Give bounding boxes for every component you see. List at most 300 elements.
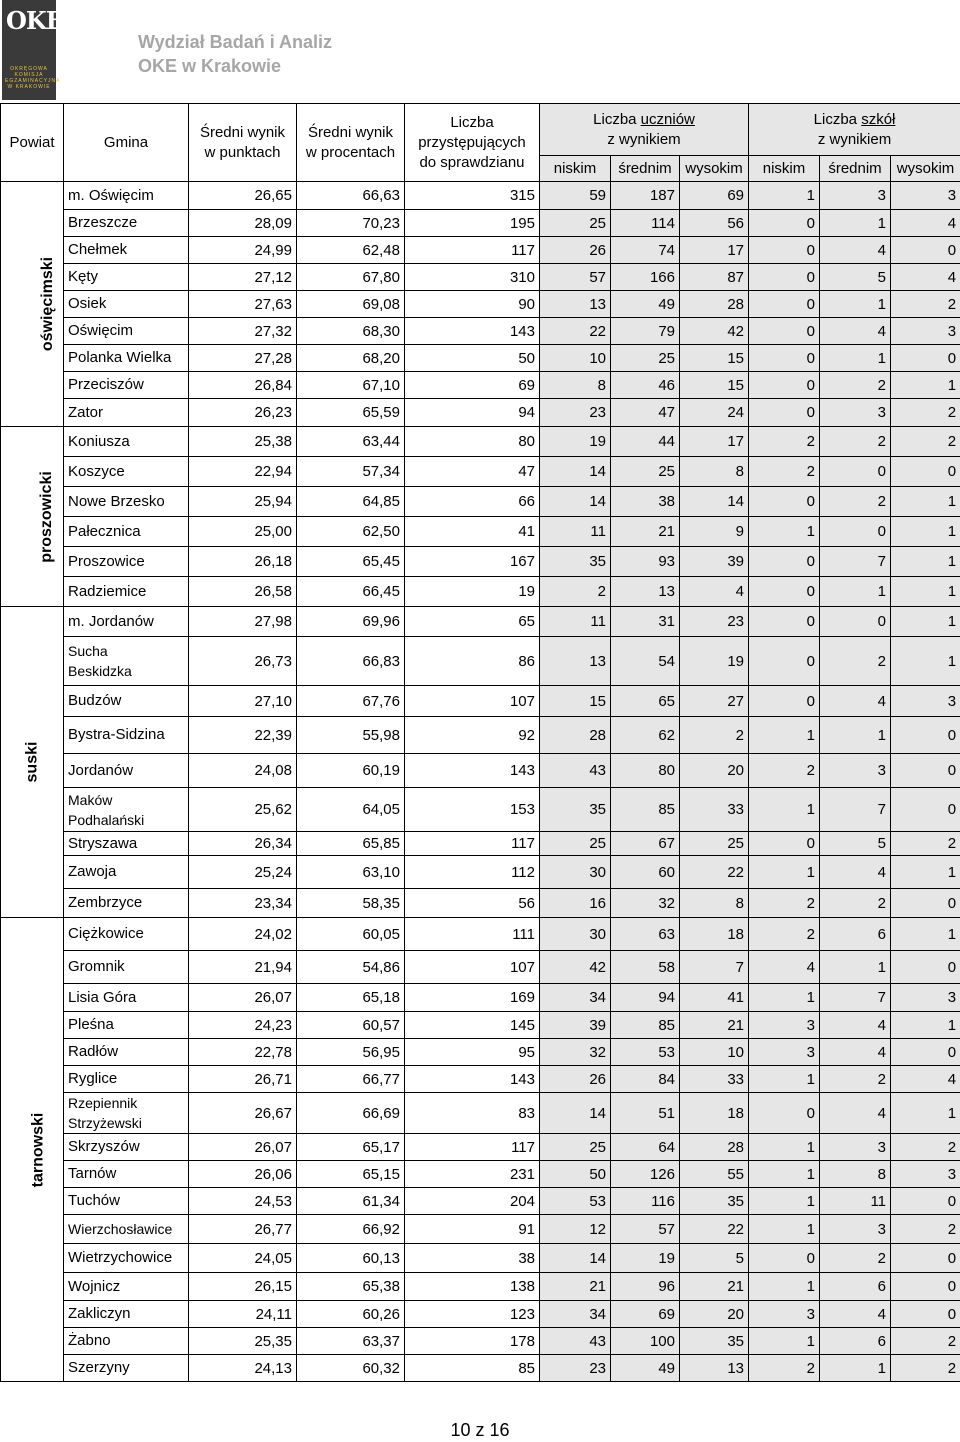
powiat-label: proszowicki bbox=[37, 470, 55, 563]
schools-mid-cell: 1 bbox=[820, 1355, 891, 1382]
avg-points-cell: 26,07 bbox=[189, 984, 297, 1012]
schools-high-cell: 0 bbox=[891, 457, 960, 487]
gmina-cell: Zawoja bbox=[64, 856, 189, 889]
students-mid-cell: 96 bbox=[611, 1273, 680, 1301]
schools-low-cell: 3 bbox=[749, 1039, 820, 1066]
schools-mid-cell: 3 bbox=[820, 1134, 891, 1161]
participants-cell: 38 bbox=[405, 1244, 540, 1273]
schools-mid-cell: 5 bbox=[820, 264, 891, 291]
schools-low-cell: 1 bbox=[749, 182, 820, 210]
students-mid-cell: 32 bbox=[611, 889, 680, 918]
gmina-cell: Przeciszów bbox=[64, 372, 189, 399]
avg-points-cell: 26,73 bbox=[189, 637, 297, 686]
schools-high-cell: 3 bbox=[891, 984, 960, 1012]
students-mid-cell: 53 bbox=[611, 1039, 680, 1066]
students-mid-cell: 63 bbox=[611, 918, 680, 951]
schools-low-cell: 0 bbox=[749, 237, 820, 264]
table-row bbox=[1, 686, 960, 717]
schools-mid-cell: 2 bbox=[820, 1244, 891, 1273]
institution-name bbox=[138, 30, 332, 78]
avg-points-cell: 23,34 bbox=[189, 889, 297, 918]
avg-percent-cell: 55,98 bbox=[297, 717, 405, 754]
avg-points-cell: 25,62 bbox=[189, 788, 297, 832]
students-mid-cell: 62 bbox=[611, 717, 680, 754]
table-row bbox=[1, 1244, 960, 1273]
schools-mid-cell: 4 bbox=[820, 318, 891, 345]
avg-points-cell: 24,08 bbox=[189, 754, 297, 788]
schools-high-cell: 3 bbox=[891, 686, 960, 717]
students-mid-cell: 21 bbox=[611, 517, 680, 547]
avg-percent-cell: 61,34 bbox=[297, 1188, 405, 1215]
students-high-cell: 25 bbox=[680, 832, 749, 856]
schools-low-cell: 0 bbox=[749, 264, 820, 291]
table-row bbox=[1, 717, 960, 754]
avg-percent-cell: 66,63 bbox=[297, 182, 405, 210]
schools-mid-cell: 4 bbox=[820, 1093, 891, 1134]
table-row bbox=[1, 264, 960, 291]
schools-low-cell: 0 bbox=[749, 686, 820, 717]
table-row bbox=[1, 1039, 960, 1066]
gmina-cell: Sucha Beskidzka bbox=[64, 637, 189, 686]
students-low-cell: 34 bbox=[540, 1301, 611, 1328]
avg-points-cell: 21,94 bbox=[189, 951, 297, 984]
avg-percent-cell: 54,86 bbox=[297, 951, 405, 984]
schools-high-cell: 0 bbox=[891, 237, 960, 264]
powiat-cell bbox=[1, 918, 64, 1382]
students-mid-cell: 57 bbox=[611, 1215, 680, 1244]
avg-points-cell: 24,11 bbox=[189, 1301, 297, 1328]
avg-percent-cell: 65,85 bbox=[297, 832, 405, 856]
participants-cell: 111 bbox=[405, 918, 540, 951]
gmina-cell: Wietrzychowice bbox=[64, 1244, 189, 1273]
gmina-cell: Nowe Brzesko bbox=[64, 487, 189, 517]
students-mid-cell: 49 bbox=[611, 1355, 680, 1382]
participants-cell: 47 bbox=[405, 457, 540, 487]
students-mid-cell: 114 bbox=[611, 210, 680, 237]
students-mid-cell: 46 bbox=[611, 372, 680, 399]
powiat-cell bbox=[1, 427, 64, 607]
table-row bbox=[1, 427, 960, 457]
schools-low-cell: 2 bbox=[749, 457, 820, 487]
students-high-cell: 19 bbox=[680, 637, 749, 686]
schools-mid-cell: 4 bbox=[820, 1039, 891, 1066]
logo-mark: OKE bbox=[6, 6, 64, 35]
students-high-cell: 87 bbox=[680, 264, 749, 291]
schools-low-cell: 0 bbox=[749, 1244, 820, 1273]
schools-high-cell: 0 bbox=[891, 717, 960, 754]
participants-cell: 86 bbox=[405, 637, 540, 686]
schools-mid-cell: 2 bbox=[820, 1066, 891, 1093]
gmina-cell: Jordanów bbox=[64, 754, 189, 788]
table-row bbox=[1, 210, 960, 237]
schools-low-cell: 1 bbox=[749, 1134, 820, 1161]
students-high-cell: 28 bbox=[680, 1134, 749, 1161]
students-low-cell: 14 bbox=[540, 1093, 611, 1134]
students-low-cell: 19 bbox=[540, 427, 611, 457]
schools-high-cell: 4 bbox=[891, 210, 960, 237]
table-row bbox=[1, 1188, 960, 1215]
schools-low-cell: 2 bbox=[749, 918, 820, 951]
avg-points-cell: 24,99 bbox=[189, 237, 297, 264]
avg-percent-cell: 62,48 bbox=[297, 237, 405, 264]
table-row bbox=[1, 345, 960, 372]
avg-points-cell: 27,10 bbox=[189, 686, 297, 717]
schools-mid-cell: 7 bbox=[820, 547, 891, 577]
schools-high-cell: 0 bbox=[891, 1301, 960, 1328]
students-low-cell: 16 bbox=[540, 889, 611, 918]
students-low-cell: 42 bbox=[540, 951, 611, 984]
col-students-group: Liczba uczniów z wynikiem bbox=[540, 104, 749, 156]
students-high-cell: 33 bbox=[680, 1066, 749, 1093]
students-low-cell: 25 bbox=[540, 1134, 611, 1161]
avg-points-cell: 22,39 bbox=[189, 717, 297, 754]
avg-percent-cell: 68,30 bbox=[297, 318, 405, 345]
schools-mid-cell: 1 bbox=[820, 291, 891, 318]
table-row bbox=[1, 318, 960, 345]
institution-line-1: Wydział Badań i Analiz bbox=[138, 32, 333, 52]
gmina-cell: Radziemice bbox=[64, 577, 189, 607]
avg-percent-cell: 64,05 bbox=[297, 788, 405, 832]
avg-percent-cell: 60,32 bbox=[297, 1355, 405, 1382]
avg-percent-cell: 65,17 bbox=[297, 1134, 405, 1161]
gmina-cell: m. Oświęcim bbox=[64, 182, 189, 210]
avg-percent-cell: 70,23 bbox=[297, 210, 405, 237]
avg-points-cell: 25,38 bbox=[189, 427, 297, 457]
students-high-cell: 18 bbox=[680, 1093, 749, 1134]
col-students-high: wysokim bbox=[680, 156, 749, 182]
avg-points-cell: 25,94 bbox=[189, 487, 297, 517]
schools-mid-cell: 3 bbox=[820, 754, 891, 788]
table-row bbox=[1, 1328, 960, 1355]
participants-cell: 143 bbox=[405, 318, 540, 345]
students-high-cell: 17 bbox=[680, 427, 749, 457]
table-row bbox=[1, 1355, 960, 1382]
schools-high-cell: 1 bbox=[891, 487, 960, 517]
students-high-cell: 15 bbox=[680, 372, 749, 399]
schools-mid-cell: 11 bbox=[820, 1188, 891, 1215]
gmina-cell: Pałecznica bbox=[64, 517, 189, 547]
participants-cell: 123 bbox=[405, 1301, 540, 1328]
participants-cell: 153 bbox=[405, 788, 540, 832]
schools-low-cell: 0 bbox=[749, 637, 820, 686]
avg-points-cell: 26,23 bbox=[189, 399, 297, 427]
schools-mid-cell: 2 bbox=[820, 889, 891, 918]
schools-mid-cell: 3 bbox=[820, 399, 891, 427]
students-high-cell: 5 bbox=[680, 1244, 749, 1273]
students-low-cell: 57 bbox=[540, 264, 611, 291]
students-mid-cell: 79 bbox=[611, 318, 680, 345]
schools-low-cell: 2 bbox=[749, 754, 820, 788]
schools-low-cell: 1 bbox=[749, 788, 820, 832]
students-mid-cell: 54 bbox=[611, 637, 680, 686]
participants-cell: 50 bbox=[405, 345, 540, 372]
students-high-cell: 41 bbox=[680, 984, 749, 1012]
avg-points-cell: 24,02 bbox=[189, 918, 297, 951]
avg-points-cell: 22,94 bbox=[189, 457, 297, 487]
schools-mid-cell: 4 bbox=[820, 686, 891, 717]
col-participants: Liczba przystępujących do sprawdzianu bbox=[405, 104, 540, 182]
schools-low-cell: 2 bbox=[749, 1355, 820, 1382]
students-low-cell: 15 bbox=[540, 686, 611, 717]
table-row bbox=[1, 1093, 960, 1134]
schools-high-cell: 2 bbox=[891, 1355, 960, 1382]
avg-percent-cell: 67,10 bbox=[297, 372, 405, 399]
avg-percent-cell: 58,35 bbox=[297, 889, 405, 918]
avg-percent-cell: 66,83 bbox=[297, 637, 405, 686]
avg-points-cell: 27,28 bbox=[189, 345, 297, 372]
students-high-cell: 42 bbox=[680, 318, 749, 345]
participants-cell: 167 bbox=[405, 547, 540, 577]
students-high-cell: 13 bbox=[680, 1355, 749, 1382]
powiat-label: suski bbox=[22, 741, 40, 783]
table-row bbox=[1, 372, 960, 399]
schools-mid-cell: 3 bbox=[820, 1215, 891, 1244]
schools-high-cell: 1 bbox=[891, 547, 960, 577]
students-high-cell: 18 bbox=[680, 918, 749, 951]
schools-mid-cell: 0 bbox=[820, 607, 891, 637]
students-mid-cell: 47 bbox=[611, 399, 680, 427]
table-row bbox=[1, 291, 960, 318]
avg-points-cell: 25,35 bbox=[189, 1328, 297, 1355]
students-high-cell: 35 bbox=[680, 1328, 749, 1355]
students-high-cell: 21 bbox=[680, 1012, 749, 1039]
students-high-cell: 28 bbox=[680, 291, 749, 318]
avg-points-cell: 27,63 bbox=[189, 291, 297, 318]
students-low-cell: 43 bbox=[540, 1328, 611, 1355]
gmina-cell: Zakliczyn bbox=[64, 1301, 189, 1328]
participants-cell: 66 bbox=[405, 487, 540, 517]
students-high-cell: 27 bbox=[680, 686, 749, 717]
schools-mid-cell: 3 bbox=[820, 182, 891, 210]
schools-high-cell: 0 bbox=[891, 345, 960, 372]
schools-mid-cell: 2 bbox=[820, 637, 891, 686]
schools-low-cell: 1 bbox=[749, 1273, 820, 1301]
gmina-cell: Wojnicz bbox=[64, 1273, 189, 1301]
participants-cell: 80 bbox=[405, 427, 540, 457]
students-high-cell: 39 bbox=[680, 547, 749, 577]
schools-low-cell: 4 bbox=[749, 951, 820, 984]
avg-percent-cell: 57,34 bbox=[297, 457, 405, 487]
schools-high-cell: 1 bbox=[891, 1012, 960, 1039]
students-low-cell: 13 bbox=[540, 637, 611, 686]
table-row bbox=[1, 1161, 960, 1188]
students-mid-cell: 85 bbox=[611, 788, 680, 832]
participants-cell: 107 bbox=[405, 951, 540, 984]
schools-mid-cell: 6 bbox=[820, 1328, 891, 1355]
schools-mid-cell: 4 bbox=[820, 237, 891, 264]
table-row bbox=[1, 1215, 960, 1244]
gmina-cell: Radłów bbox=[64, 1039, 189, 1066]
schools-low-cell: 1 bbox=[749, 984, 820, 1012]
table-row bbox=[1, 1301, 960, 1328]
schools-low-cell: 0 bbox=[749, 291, 820, 318]
avg-percent-cell: 63,10 bbox=[297, 856, 405, 889]
schools-low-cell: 0 bbox=[749, 318, 820, 345]
table-row bbox=[1, 399, 960, 427]
participants-cell: 19 bbox=[405, 577, 540, 607]
gmina-cell: Rzepiennik Strzyżewski bbox=[64, 1093, 189, 1134]
gmina-cell: Stryszawa bbox=[64, 832, 189, 856]
students-mid-cell: 25 bbox=[611, 345, 680, 372]
table-row bbox=[1, 754, 960, 788]
avg-percent-cell: 60,57 bbox=[297, 1012, 405, 1039]
schools-mid-cell: 0 bbox=[820, 517, 891, 547]
participants-cell: 143 bbox=[405, 754, 540, 788]
schools-low-cell: 3 bbox=[749, 1012, 820, 1039]
students-high-cell: 24 bbox=[680, 399, 749, 427]
students-low-cell: 50 bbox=[540, 1161, 611, 1188]
participants-cell: 92 bbox=[405, 717, 540, 754]
table-row bbox=[1, 457, 960, 487]
schools-low-cell: 1 bbox=[749, 1188, 820, 1215]
schools-mid-cell: 5 bbox=[820, 832, 891, 856]
schools-mid-cell: 4 bbox=[820, 1012, 891, 1039]
students-high-cell: 33 bbox=[680, 788, 749, 832]
avg-percent-cell: 65,59 bbox=[297, 399, 405, 427]
gmina-cell: Osiek bbox=[64, 291, 189, 318]
students-low-cell: 53 bbox=[540, 1188, 611, 1215]
schools-mid-cell: 8 bbox=[820, 1161, 891, 1188]
schools-high-cell: 0 bbox=[891, 788, 960, 832]
participants-cell: 41 bbox=[405, 517, 540, 547]
schools-mid-cell: 1 bbox=[820, 345, 891, 372]
schools-low-cell: 0 bbox=[749, 210, 820, 237]
avg-percent-cell: 68,20 bbox=[297, 345, 405, 372]
gmina-cell: Proszowice bbox=[64, 547, 189, 577]
participants-cell: 94 bbox=[405, 399, 540, 427]
avg-points-cell: 24,23 bbox=[189, 1012, 297, 1039]
avg-points-cell: 26,18 bbox=[189, 547, 297, 577]
schools-mid-cell: 6 bbox=[820, 918, 891, 951]
avg-percent-cell: 60,05 bbox=[297, 918, 405, 951]
avg-percent-cell: 67,80 bbox=[297, 264, 405, 291]
participants-cell: 117 bbox=[405, 237, 540, 264]
students-mid-cell: 166 bbox=[611, 264, 680, 291]
gmina-cell: Szerzyny bbox=[64, 1355, 189, 1382]
students-low-cell: 25 bbox=[540, 210, 611, 237]
schools-high-cell: 2 bbox=[891, 291, 960, 318]
schools-high-cell: 4 bbox=[891, 264, 960, 291]
students-high-cell: 2 bbox=[680, 717, 749, 754]
students-mid-cell: 116 bbox=[611, 1188, 680, 1215]
schools-low-cell: 0 bbox=[749, 345, 820, 372]
gmina-cell: Tuchów bbox=[64, 1188, 189, 1215]
table-row bbox=[1, 1273, 960, 1301]
col-schools-low: niskim bbox=[749, 156, 820, 182]
avg-points-cell: 27,32 bbox=[189, 318, 297, 345]
students-low-cell: 23 bbox=[540, 399, 611, 427]
students-low-cell: 8 bbox=[540, 372, 611, 399]
schools-low-cell: 0 bbox=[749, 487, 820, 517]
gmina-cell: Maków Podhalański bbox=[64, 788, 189, 832]
table-row bbox=[1, 547, 960, 577]
gmina-cell: Tarnów bbox=[64, 1161, 189, 1188]
participants-cell: 178 bbox=[405, 1328, 540, 1355]
participants-cell: 138 bbox=[405, 1273, 540, 1301]
avg-percent-cell: 67,76 bbox=[297, 686, 405, 717]
avg-percent-cell: 69,96 bbox=[297, 607, 405, 637]
avg-percent-cell: 60,13 bbox=[297, 1244, 405, 1273]
gmina-cell: Koniusza bbox=[64, 427, 189, 457]
students-mid-cell: 25 bbox=[611, 457, 680, 487]
avg-percent-cell: 60,19 bbox=[297, 754, 405, 788]
students-mid-cell: 60 bbox=[611, 856, 680, 889]
students-mid-cell: 100 bbox=[611, 1328, 680, 1355]
avg-percent-cell: 65,45 bbox=[297, 547, 405, 577]
schools-low-cell: 0 bbox=[749, 577, 820, 607]
schools-high-cell: 0 bbox=[891, 754, 960, 788]
table-row bbox=[1, 951, 960, 984]
gmina-cell: Wierzchosławice bbox=[64, 1215, 189, 1244]
students-low-cell: 12 bbox=[540, 1215, 611, 1244]
schools-mid-cell: 1 bbox=[820, 951, 891, 984]
students-mid-cell: 13 bbox=[611, 577, 680, 607]
students-low-cell: 13 bbox=[540, 291, 611, 318]
schools-mid-cell: 2 bbox=[820, 487, 891, 517]
students-mid-cell: 187 bbox=[611, 182, 680, 210]
students-mid-cell: 80 bbox=[611, 754, 680, 788]
schools-low-cell: 0 bbox=[749, 399, 820, 427]
schools-high-cell: 2 bbox=[891, 1328, 960, 1355]
participants-cell: 231 bbox=[405, 1161, 540, 1188]
students-high-cell: 35 bbox=[680, 1188, 749, 1215]
students-high-cell: 10 bbox=[680, 1039, 749, 1066]
schools-low-cell: 1 bbox=[749, 1215, 820, 1244]
table-row bbox=[1, 607, 960, 637]
students-mid-cell: 85 bbox=[611, 1012, 680, 1039]
gmina-cell: Lisia Góra bbox=[64, 984, 189, 1012]
powiat-cell bbox=[1, 607, 64, 918]
students-mid-cell: 94 bbox=[611, 984, 680, 1012]
avg-percent-cell: 60,26 bbox=[297, 1301, 405, 1328]
schools-low-cell: 0 bbox=[749, 607, 820, 637]
logo-subtitle: OKRĘGOWA KOMISJA EGZAMINACYJNA W KRAKOWIE bbox=[5, 66, 61, 90]
students-high-cell: 7 bbox=[680, 951, 749, 984]
schools-high-cell: 0 bbox=[891, 889, 960, 918]
participants-cell: 69 bbox=[405, 372, 540, 399]
avg-percent-cell: 69,08 bbox=[297, 291, 405, 318]
col-gmina: Gmina bbox=[64, 104, 189, 182]
participants-cell: 204 bbox=[405, 1188, 540, 1215]
students-mid-cell: 74 bbox=[611, 237, 680, 264]
avg-percent-cell: 62,50 bbox=[297, 517, 405, 547]
schools-high-cell: 1 bbox=[891, 517, 960, 547]
avg-percent-cell: 64,85 bbox=[297, 487, 405, 517]
schools-low-cell: 1 bbox=[749, 1328, 820, 1355]
participants-cell: 56 bbox=[405, 889, 540, 918]
schools-low-cell: 0 bbox=[749, 547, 820, 577]
schools-mid-cell: 4 bbox=[820, 856, 891, 889]
col-schools-high: wysokim bbox=[891, 156, 960, 182]
schools-low-cell: 0 bbox=[749, 372, 820, 399]
participants-cell: 107 bbox=[405, 686, 540, 717]
avg-points-cell: 25,00 bbox=[189, 517, 297, 547]
gmina-cell: Żabno bbox=[64, 1328, 189, 1355]
schools-high-cell: 1 bbox=[891, 607, 960, 637]
students-low-cell: 35 bbox=[540, 788, 611, 832]
students-high-cell: 22 bbox=[680, 856, 749, 889]
students-low-cell: 32 bbox=[540, 1039, 611, 1066]
schools-high-cell: 2 bbox=[891, 427, 960, 457]
students-low-cell: 14 bbox=[540, 457, 611, 487]
schools-low-cell: 1 bbox=[749, 1161, 820, 1188]
avg-percent-cell: 56,95 bbox=[297, 1039, 405, 1066]
students-low-cell: 14 bbox=[540, 487, 611, 517]
students-low-cell: 2 bbox=[540, 577, 611, 607]
results-table bbox=[0, 103, 960, 1382]
participants-cell: 117 bbox=[405, 1134, 540, 1161]
powiat-cell bbox=[1, 182, 64, 427]
